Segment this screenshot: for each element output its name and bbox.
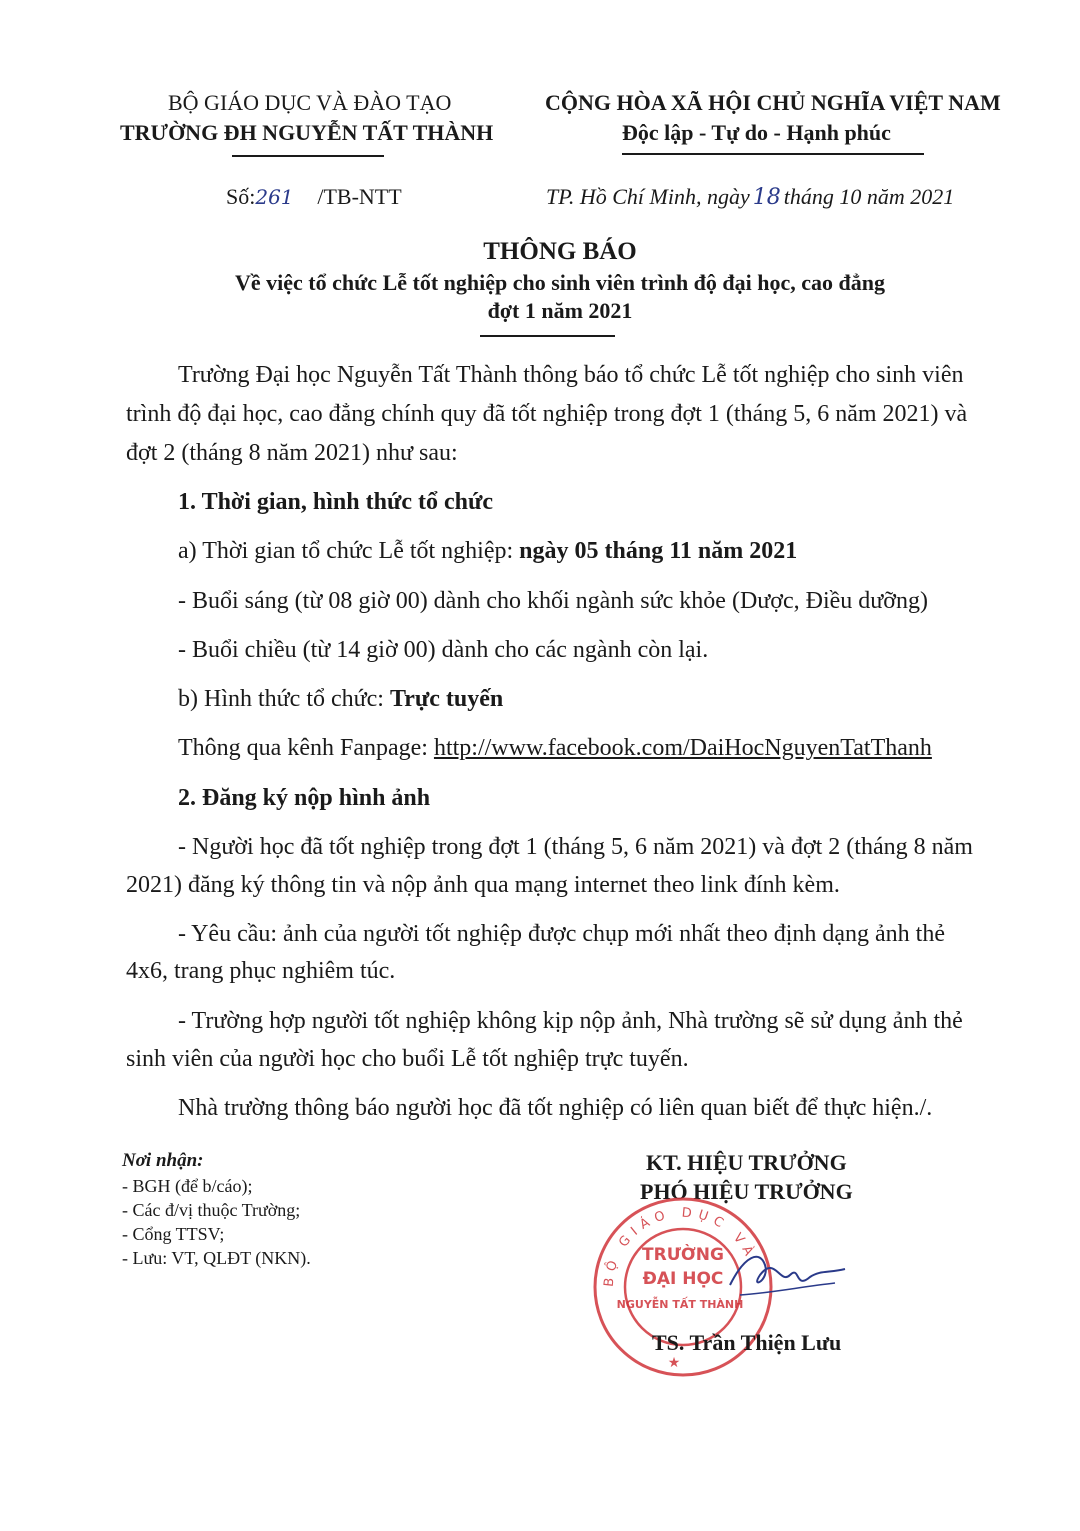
date-handwritten-day: 18 bbox=[752, 185, 781, 210]
fanpage-label: Thông qua kênh Fanpage: bbox=[178, 735, 434, 761]
date-line bbox=[546, 184, 954, 210]
recipients-heading: Nơi nhận: bbox=[122, 1150, 204, 1171]
date-suffix: tháng 10 năm 2021 bbox=[783, 184, 955, 209]
section1-time bbox=[178, 538, 797, 565]
motto: Độc lập - Tự do - Hạnh phúc bbox=[622, 120, 891, 145]
intro-line2: trình độ đại học, cao đẳng chính quy đã tốt nghiệp trong đợt 1 (tháng 5, 6 năm 2021) và bbox=[126, 401, 968, 427]
section2-p3-line1: - Trường hợp người tốt nghiệp không kịp nộp ảnh, Nhà trường sẽ sử dụng ảnh thẻ bbox=[178, 1008, 963, 1034]
svg-text:NGUYỄN TẤT THÀNH: NGUYỄN TẤT THÀNH bbox=[616, 1298, 744, 1311]
section2-p3-line2: sinh viên của người học cho buổi Lễ tốt nghiệp trực tuyến. bbox=[126, 1046, 689, 1072]
section1-heading: 1. Thời gian, hình thức tổ chức bbox=[178, 489, 494, 515]
section1-morning: - Buổi sáng (từ 08 giờ 00) dành cho khối ngành sức khỏe (Dược, Điều dưỡng) bbox=[178, 588, 928, 614]
school-name: TRƯỜNG ĐH NGUYỄN TẤT THÀNH bbox=[120, 120, 494, 145]
section1-format-label: b) Hình thức tổ chức: bbox=[178, 686, 390, 712]
section1-format bbox=[178, 686, 503, 713]
section2-heading: 2. Đăng ký nộp hình ảnh bbox=[178, 785, 431, 811]
document-title: THÔNG BÁO bbox=[483, 238, 637, 265]
fanpage-line bbox=[178, 735, 932, 762]
signatory-name: TS. Trần Thiện Lưu bbox=[652, 1330, 842, 1355]
doc-number-prefix: Số: bbox=[226, 184, 256, 209]
school-underline bbox=[232, 155, 384, 157]
section1-afternoon: - Buổi chiều (từ 14 giờ 00) dành cho các ngành còn lại. bbox=[178, 637, 709, 663]
intro-line1: Trường Đại học Nguyễn Tất Thành thông báo tổ chức Lễ tốt nghiệp cho sinh viên bbox=[178, 362, 964, 388]
doc-number-suffix: /TB-NTT bbox=[317, 184, 402, 209]
section2-p2-line1: - Yêu cầu: ảnh của người tốt nghiệp được chụp mới nhất theo định dạng ảnh thẻ bbox=[178, 921, 946, 947]
closing-line: Nhà trường thông báo người học đã tốt nghiệp có liên quan biết để thực hiện./. bbox=[178, 1095, 933, 1121]
signature-title-line1: KT. HIỆU TRƯỞNG bbox=[646, 1150, 847, 1175]
ministry-name: BỘ GIÁO DỤC VÀ ĐÀO TẠO bbox=[168, 90, 452, 115]
fanpage-link[interactable]: http://www.facebook.com/DaiHocNguyenTatThanh bbox=[433, 735, 932, 761]
handwritten-signature bbox=[720, 1235, 850, 1315]
svg-text:★: ★ bbox=[667, 1355, 681, 1371]
intro-line3: đợt 2 (tháng 8 năm 2021) như sau: bbox=[126, 440, 458, 466]
svg-text:ĐẠI HỌC: ĐẠI HỌC bbox=[642, 1269, 724, 1289]
section2-p2-line2: 4x6, trang phục nghiêm túc. bbox=[126, 958, 396, 984]
country-name: CỘNG HÒA XÃ HỘI CHỦ NGHĨA VIỆT NAM bbox=[545, 90, 1001, 115]
date-prefix: TP. Hồ Chí Minh, ngày bbox=[546, 184, 750, 209]
recipient-item: - Các đ/vị thuộc Trường; bbox=[122, 1200, 301, 1220]
section1-format-value: Trực tuyến bbox=[389, 686, 504, 712]
recipients-block bbox=[122, 1150, 311, 1270]
doc-number bbox=[226, 184, 402, 210]
section2-p1-line1: - Người học đã tốt nghiệp trong đợt 1 (tháng 5, 6 năm 2021) và đợt 2 (tháng 8 năm bbox=[178, 834, 973, 860]
section1-time-label: a) Thời gian tổ chức Lễ tốt nghiệp: bbox=[178, 538, 520, 564]
motto-underline bbox=[622, 153, 924, 155]
svg-text:BỘ GIÁO DỤC VÀ: BỘ GIÁO DỤC VÀ bbox=[601, 1205, 759, 1288]
svg-text:TRƯỜNG: TRƯỜNG bbox=[642, 1245, 724, 1265]
doc-number-handwritten: 261 bbox=[255, 185, 294, 209]
section1-time-value: ngày 05 tháng 11 năm 2021 bbox=[519, 538, 798, 564]
section2-p1-line2: 2021) đăng ký thông tin và nộp ảnh qua mạng internet theo link đính kèm. bbox=[126, 872, 840, 898]
title-underline bbox=[480, 335, 615, 337]
title-subject-line2: đợt 1 năm 2021 bbox=[487, 298, 633, 323]
recipient-item: - BGH (để b/cáo); bbox=[122, 1176, 253, 1196]
signature-title-line2: PHÓ HIỆU TRƯỞNG bbox=[640, 1179, 853, 1204]
recipient-item: - Cổng TTSV; bbox=[122, 1224, 225, 1244]
title-subject-line1: Về việc tổ chức Lễ tốt nghiệp cho sinh viên trình độ đại học, cao đẳng bbox=[234, 270, 885, 295]
recipient-item: - Lưu: VT, QLĐT (NKN). bbox=[122, 1248, 311, 1268]
